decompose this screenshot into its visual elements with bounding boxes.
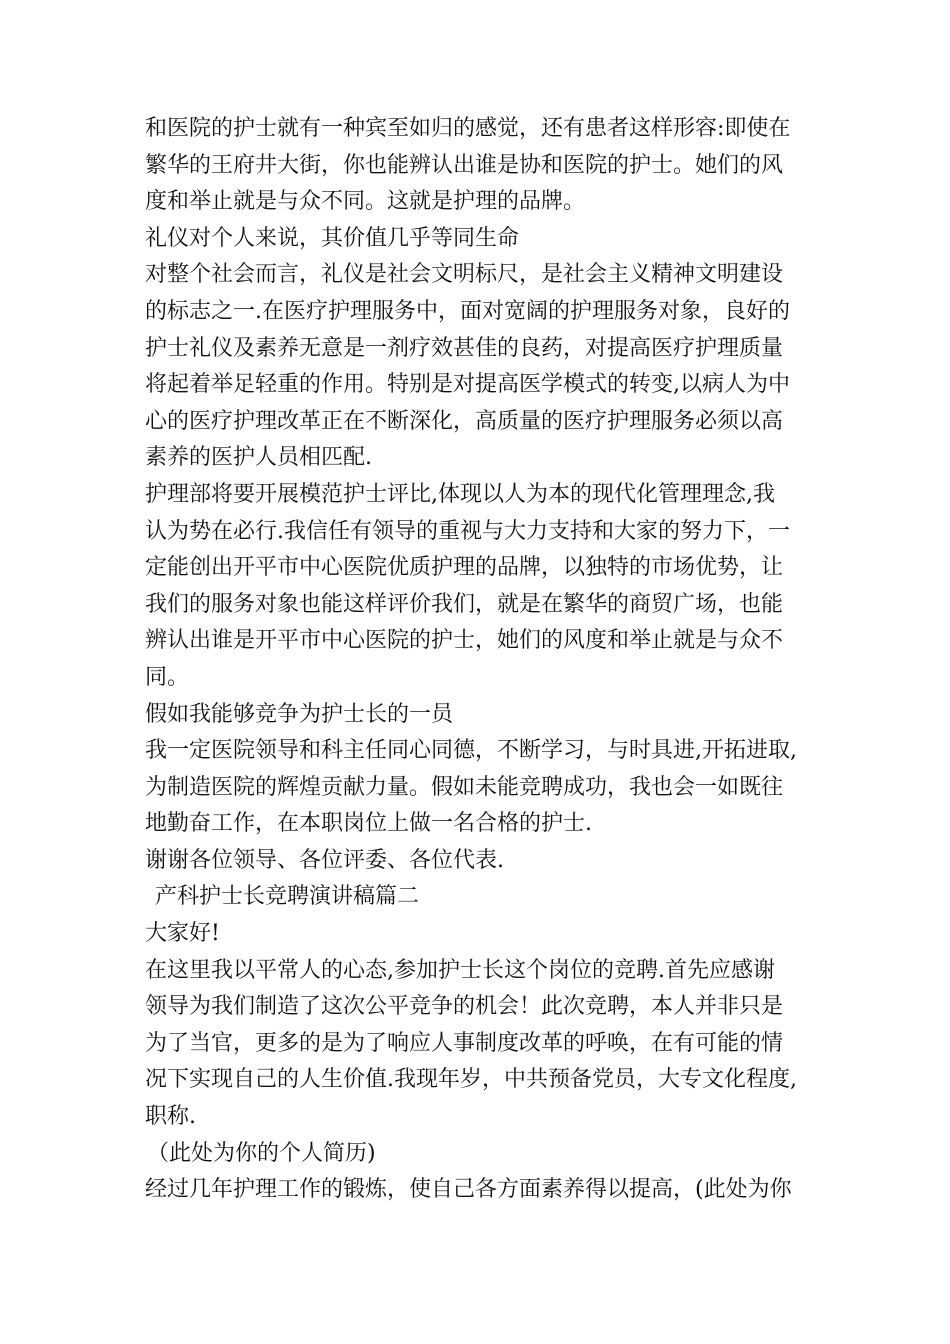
text-line: 繁华的王府井大街，你也能辨认出谁是协和医院的护士。她们的风 bbox=[145, 152, 784, 178]
text-line: 护士礼仪及素养无意是一剂疗效甚佳的良药，对提高医疗护理质量 bbox=[145, 335, 784, 361]
text-line: 况下实现自己的人生价值.我现年岁，中共预备党员，大专文化程度, bbox=[145, 1067, 797, 1093]
text-line: 将起着举足轻重的作用。特别是对提高医学模式的转变,以病人为中 bbox=[145, 372, 790, 398]
text-line: 同。 bbox=[145, 664, 190, 690]
text-line: 为制造医院的辉煌贡献力量。假如未能竞聘成功，我也会一如既往 bbox=[145, 774, 784, 800]
placeholder-note: （此处为你的个人简历) bbox=[147, 1140, 376, 1166]
text-line: 在这里我以平常人的心态,参加护士长这个岗位的竞聘.首先应感谢 bbox=[145, 957, 775, 983]
section-heading: 礼仪对个人来说，其价值几乎等同生命 bbox=[145, 225, 520, 251]
text-line: 认为势在必行.我信任有领导的重视与大力支持和大家的努力下，一 bbox=[145, 518, 790, 544]
text-line: 护理部将要开展模范护士评比,体现以人为本的现代化管理理念,我 bbox=[145, 481, 775, 507]
greeting: 大家好! bbox=[145, 921, 220, 947]
text-line: 谢谢各位领导、各位评委、各位代表. bbox=[145, 847, 504, 873]
text-line: 素养的医护人员相匹配. bbox=[145, 445, 372, 471]
text-line: 度和举止就是与众不同。这就是护理的品牌。 bbox=[145, 189, 586, 215]
section-heading: 假如我能够竞争为护士长的一员 bbox=[145, 701, 454, 727]
text-line: 和医院的护士就有一种宾至如归的感觉，还有患者这样形容:即使在 bbox=[145, 116, 791, 141]
text-line: 为了当官，更多的是为了响应人事制度改革的呼唤，在有可能的情 bbox=[145, 1030, 784, 1056]
text-line: 定能创出开平市中心医院优质护理的品牌，以独特的市场优势，让 bbox=[145, 555, 784, 581]
text-line: 心的医疗护理改革正在不断深化，高质量的医疗护理服务必须以高 bbox=[145, 408, 784, 434]
text-line: 经过几年护理工作的锻炼，使自己各方面素养得以提高，(此处为你 bbox=[145, 1177, 792, 1203]
text-line: 我们的服务对象也能这样评价我们，就是在繁华的商贸广场，也能 bbox=[145, 591, 784, 617]
text-line: 的标志之一.在医疗护理服务中，面对宽阔的护理服务对象，良好的 bbox=[145, 298, 790, 324]
document-body bbox=[145, 111, 815, 1209]
text-line: 辨认出谁是开平市中心医院的护士，她们的风度和举止就是与众不 bbox=[145, 628, 784, 654]
text-line: 我一定医院领导和科主任同心同德，不断学习，与时具进,开拓进取, bbox=[145, 738, 797, 764]
text-line: 职称. bbox=[145, 1104, 196, 1130]
text-line: 对整个社会而言，礼仪是社会文明标尺，是社会主义精神文明建设 bbox=[145, 262, 784, 288]
text-line: 领导为我们制造了这次公平竞争的机会！此次竞聘，本人并非只是 bbox=[145, 994, 784, 1020]
article-title: 产科护士长竞聘演讲稿篇二 bbox=[155, 884, 420, 910]
text-line: 地勤奋工作，在本职岗位上做一名合格的护士. bbox=[145, 811, 592, 837]
